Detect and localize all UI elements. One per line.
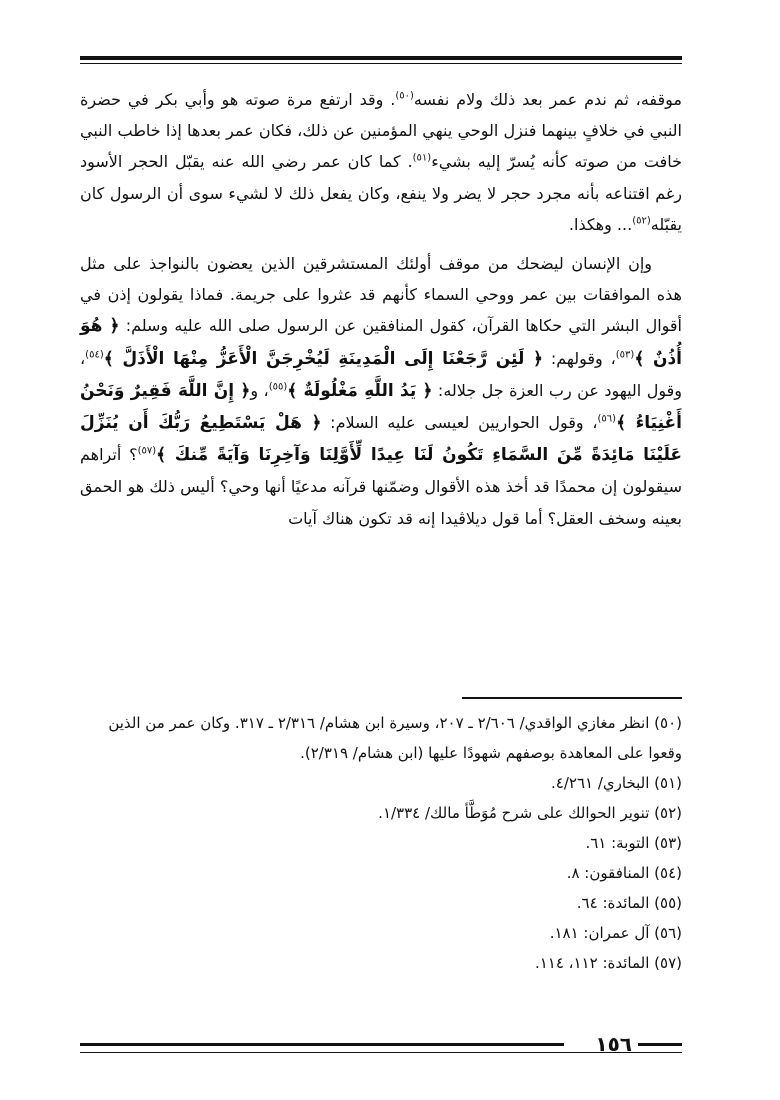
footer-rule-right bbox=[638, 1043, 682, 1046]
footer-rule-left bbox=[80, 1043, 564, 1046]
text-segment: ، وقولهم: bbox=[543, 348, 616, 368]
text-segment: ، و bbox=[250, 380, 269, 400]
footnote-ref-56: (٥٦) bbox=[597, 413, 617, 425]
footnote-53: (٥٣) التوبة: ٦١. bbox=[585, 834, 682, 852]
quran-quote: ﴿ إِنَّ اللَّهَ فَقِيرٌ وَنَحْنُ أَغْنِيَاءُ ﴾ bbox=[80, 380, 682, 434]
footnote-ref-50: (٥٠) bbox=[395, 90, 414, 102]
footnote-54: (٥٤) المنافقون: ٨. bbox=[566, 864, 682, 882]
footnote-ref-54: (٥٤) bbox=[85, 349, 104, 361]
quran-quote: ﴿ هُوَ أُذُنٌ ﴾ bbox=[80, 316, 683, 369]
footnote-56: (٥٦) آل عمران: ١٨١. bbox=[549, 924, 682, 942]
footnote-51: (٥١) البخاري/ ٤/٢٦١. bbox=[551, 774, 682, 792]
footnote-ref-57: (٥٧) bbox=[137, 445, 157, 457]
text-segment: . وقد ارتفع مرة صوته هو وأبي بكر في حضرة النبي في خلافٍ بينهما فنزل الوحي ينهي المؤمنين عن ذلك، فكان عمر بعدها إذا خاطب النبي خافت من صوته كأنه يُسرّ إليه بشيء bbox=[80, 90, 682, 172]
footnote-separator bbox=[462, 697, 682, 699]
text-segment: موقفه، ثم ندم عمر بعد ذلك ولام نفسه bbox=[413, 90, 682, 109]
text-segment: ... وهكذا. bbox=[568, 214, 633, 234]
header-rule-thick bbox=[80, 56, 682, 60]
footnote-55: (٥٥) المائدة: ٦٤. bbox=[576, 894, 682, 912]
footnote-50: (٥٠) انظر مغازي الواقدي/ ٢/٦٠٦ ـ ٢٠٧، وسيرة ابن هشام/ ٢/٣١٦ ـ ٣١٧. وكان عمر من الذين وقعوا على المعاهدة بوصفهم شهودًا عليها (ابن هشام/ ٢/٣١٩). bbox=[108, 714, 682, 762]
footnote-ref-51: (٥١) bbox=[412, 153, 432, 165]
text-segment: ، وقول الحواريين لعيسى عليه السلام: bbox=[321, 413, 598, 433]
paragraph-2 bbox=[80, 248, 682, 534]
quran-quote: ﴿ هَلْ يَسْتَطِيعُ رَبُّكَ أَن يُنَزِّلَ عَلَيْنَا مَائِدَةً مِّنَ السَّمَاءِ تَكُونُ لَنَا عِيدًا لِّأَوَّلِنَا وَآخِرِنَا وَآيَةً مِّنكَ ﴾ bbox=[80, 413, 682, 466]
quran-quote: ﴿ يَدُ اللَّهِ مَغْلُولَةٌ ﴾ bbox=[287, 380, 433, 401]
footnote-57: (٥٧) المائدة: ١١٢، ١١٤. bbox=[534, 954, 682, 972]
page-footer bbox=[80, 1034, 682, 1058]
quran-quote: ﴿ لَئِن رَّجَعْنَا إِلَى الْمَدِينَةِ لَيُخْرِجَنَّ الْأَعَزُّ مِنْهَا الْأَذَلَّ ﴾ bbox=[103, 348, 544, 369]
footnote-ref-52: (٥٢) bbox=[632, 215, 651, 227]
text-segment: ، وقول اليهود عن رب العزة جل جلاله: bbox=[80, 348, 682, 400]
page-number: ١٥٦ bbox=[595, 1032, 632, 1056]
text-segment: ؟ أتراهم سيقولون إن محمدًا قد أخذ هذه الأقوال وضمّنها قرآنه مدعيًا أنها وحي؟ أليس ذلك هو الحمق بعينه وسخف العقل؟ أما قول ديلاڤيدا إنه قد تكون هناك آيات bbox=[80, 445, 682, 528]
footnote-52: (٥٢) تنوير الحوالك على شرح مُوَطَّأ مالك/ ١/٣٣٤. bbox=[378, 804, 682, 822]
footnotes-list bbox=[80, 708, 682, 978]
text-segment: وإن الإنسان ليضحك من موقف أولئك المستشرقين الذين يعضون بالنواجذ على مثل هذه الموافقات بين عمر ووحي السماء كأنهم قد عثروا على جريمة. فماذا يقولون إذن في أقوال البشر التي حكاها القرآن، كقول المنافقين عن الرسول صلى الله عليه وسلم: bbox=[80, 254, 682, 336]
text-segment: . كما كان عمر رضي الله عنه يقبّل الحجر الأسود رغم اقتناعه بأنه مجرد حجر لا يضر ولا ينفع، وكان يفعل ذلك لا لشيء سوى أن الرسول كان يقبّله bbox=[80, 152, 682, 234]
body-text bbox=[80, 84, 682, 534]
footnote-ref-55: (٥٥) bbox=[268, 381, 288, 393]
paragraph-1 bbox=[80, 84, 682, 240]
footnote-ref-53: (٥٣) bbox=[615, 349, 635, 361]
header-rule-thin bbox=[80, 63, 682, 64]
